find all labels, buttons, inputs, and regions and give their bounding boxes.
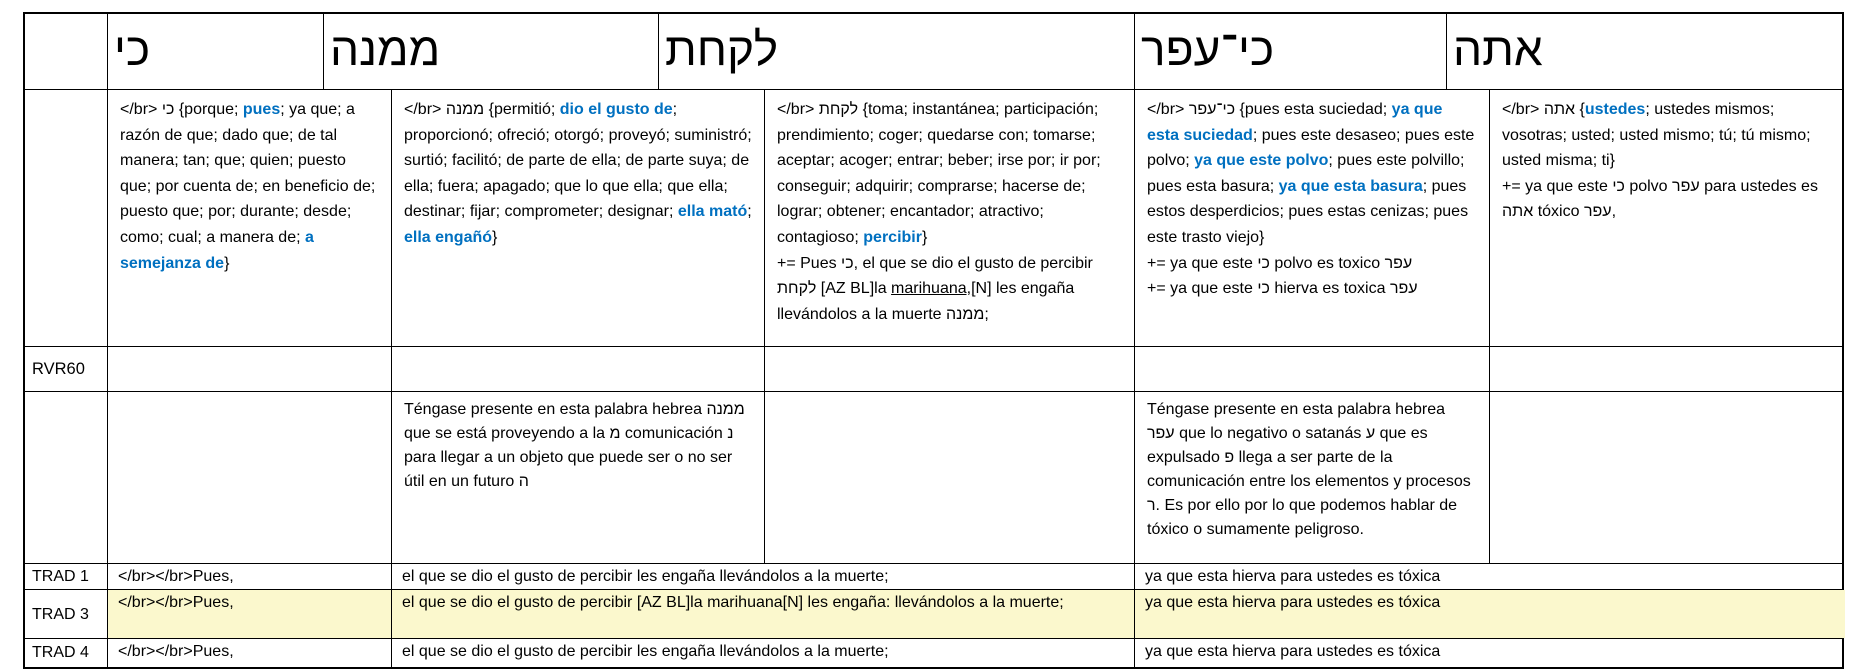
rvr60-cell-ki (108, 347, 392, 391)
translation-table (23, 12, 1844, 669)
header-row (25, 14, 1842, 90)
definitions-row (25, 90, 1842, 347)
row-label-trad4: TRAD 4 (25, 639, 108, 667)
header-cell-laqajat: לקחת (659, 14, 1135, 89)
trad3-row (25, 590, 1842, 639)
rvr60-cell-ki-afar (1135, 347, 1490, 391)
notes-cell-ki-afar: Téngase presente en esta palabra hebrea עפר que lo negativo o satanás ע que es expulsado פ llega a ser parte de la comunicación entre los elementos y procesos ר. Es por ello por lo que podemos hablar de tóxico o sumamente peligroso. (1135, 392, 1490, 563)
rvr60-cell-mimena (392, 347, 765, 391)
trad1-cell-right: ya que esta hierva para ustedes es tóxica (1145, 568, 1441, 585)
definitions-cell-laqajat: </br> לקחת {toma; instantánea; participación; prendimiento; coger; quedarse con; tomarse; aceptar; acoger; entrar; beber; irse por; ir por; conseguir; adquirir; comprarse; hacerse de; lograr; obtener; encantador; atractivo; contagioso; percibir} += Pues כי, el que se dio el gusto de percibir לקחת [AZ BL]la marihuana,[N] les engaña llevándolos a la muerte ממנה; (765, 90, 1135, 346)
notes-row (25, 392, 1842, 564)
trad3-cell-ki: </br></br>Pues, (108, 590, 392, 638)
trad3-cell-middle: el que se dio el gusto de percibir [AZ BL]la marihuana[N] les engaña: llevándolos a la muerte; (392, 590, 1135, 638)
trad4-cell-right: ya que esta hierva para ustedes es tóxica (1145, 643, 1441, 660)
trad1-row (25, 564, 1842, 590)
header-cell-empty (25, 14, 108, 89)
notes-label-cell (25, 392, 108, 563)
trad3-cell-right: ya que esta hierva para ustedes es tóxica (1135, 590, 1845, 638)
trad4-row (25, 639, 1842, 667)
row-label-trad3: TRAD 3 (25, 590, 108, 638)
definitions-label-cell (25, 90, 108, 346)
trad4-cell-middle: el que se dio el gusto de percibir les engaña llevándolos a la muerte; (392, 639, 1135, 667)
notes-cell-ata (1490, 392, 1845, 563)
header-cell-ata: אתה (1453, 22, 1543, 75)
notes-cell-mimena: Téngase presente en esta palabra hebrea ממנה que se está proveyendo a la מ comunicación נ para llegar a un objeto que puede ser o no ser útil en un futuro ה (392, 392, 765, 563)
rvr60-row (25, 347, 1842, 392)
definitions-cell-mimena: </br> ממנה {permitió; dio el gusto de; proporcionó; ofreció; otorgó; proveyó; suministró; surtió; facilitó; de parte de ella; de parte suya; de ella; fuera; apagado; que lo que ella; que ella; destinar; fijar; comprometer; designar; ella mató; ella engañó} (392, 90, 765, 346)
rvr60-cell-laqajat (765, 347, 1135, 391)
definitions-cell-ki-afar: </br> כי־עפר {pues esta suciedad; ya que esta suciedad; pues este desaseo; pues este polvo; ya que este polvo; pues este polvillo; pues esta basura; ya que esta basura; pues estos desperdicios; pues estas cenizas; pues este trasto viejo} += ya que este כי polvo es toxico עפר += ya que este כי hierva es toxica עפר (1135, 90, 1490, 346)
row-label-trad1: TRAD 1 (25, 564, 108, 589)
trad1-cell-ki: </br></br>Pues, (108, 564, 392, 589)
row-label-rvr60: RVR60 (25, 347, 108, 391)
trad4-cell-ki: </br></br>Pues, (108, 639, 392, 667)
rvr60-cell-ata (1490, 347, 1845, 391)
definitions-cell-ata: </br> אתה {ustedes; ustedes mismos; vosotras; usted; usted mismo; tú; tú mismo; usted misma; ti} += ya que este כי polvo עפר para ustedes es אתה tóxico עפר, (1502, 101, 1818, 221)
header-cell-mimena: ממנה (324, 14, 659, 89)
header-cell-ki-afar: כי־עפר (1135, 14, 1447, 89)
trad1-cell-middle: el que se dio el gusto de percibir les engaña llevándolos a la muerte; (392, 564, 1135, 589)
definitions-cell-ki: </br> כי {porque; pues; ya que; a razón de que; dado que; de tal manera; tan; que; quien; puesto que; por cuenta de; en beneficio de; puesto que; por; durante; desde; como; cual; a manera de; a semejanza de} (108, 90, 392, 346)
notes-cell-ki (108, 392, 392, 563)
header-cell-ki: כי (108, 14, 324, 89)
notes-cell-laqajat (765, 392, 1135, 563)
